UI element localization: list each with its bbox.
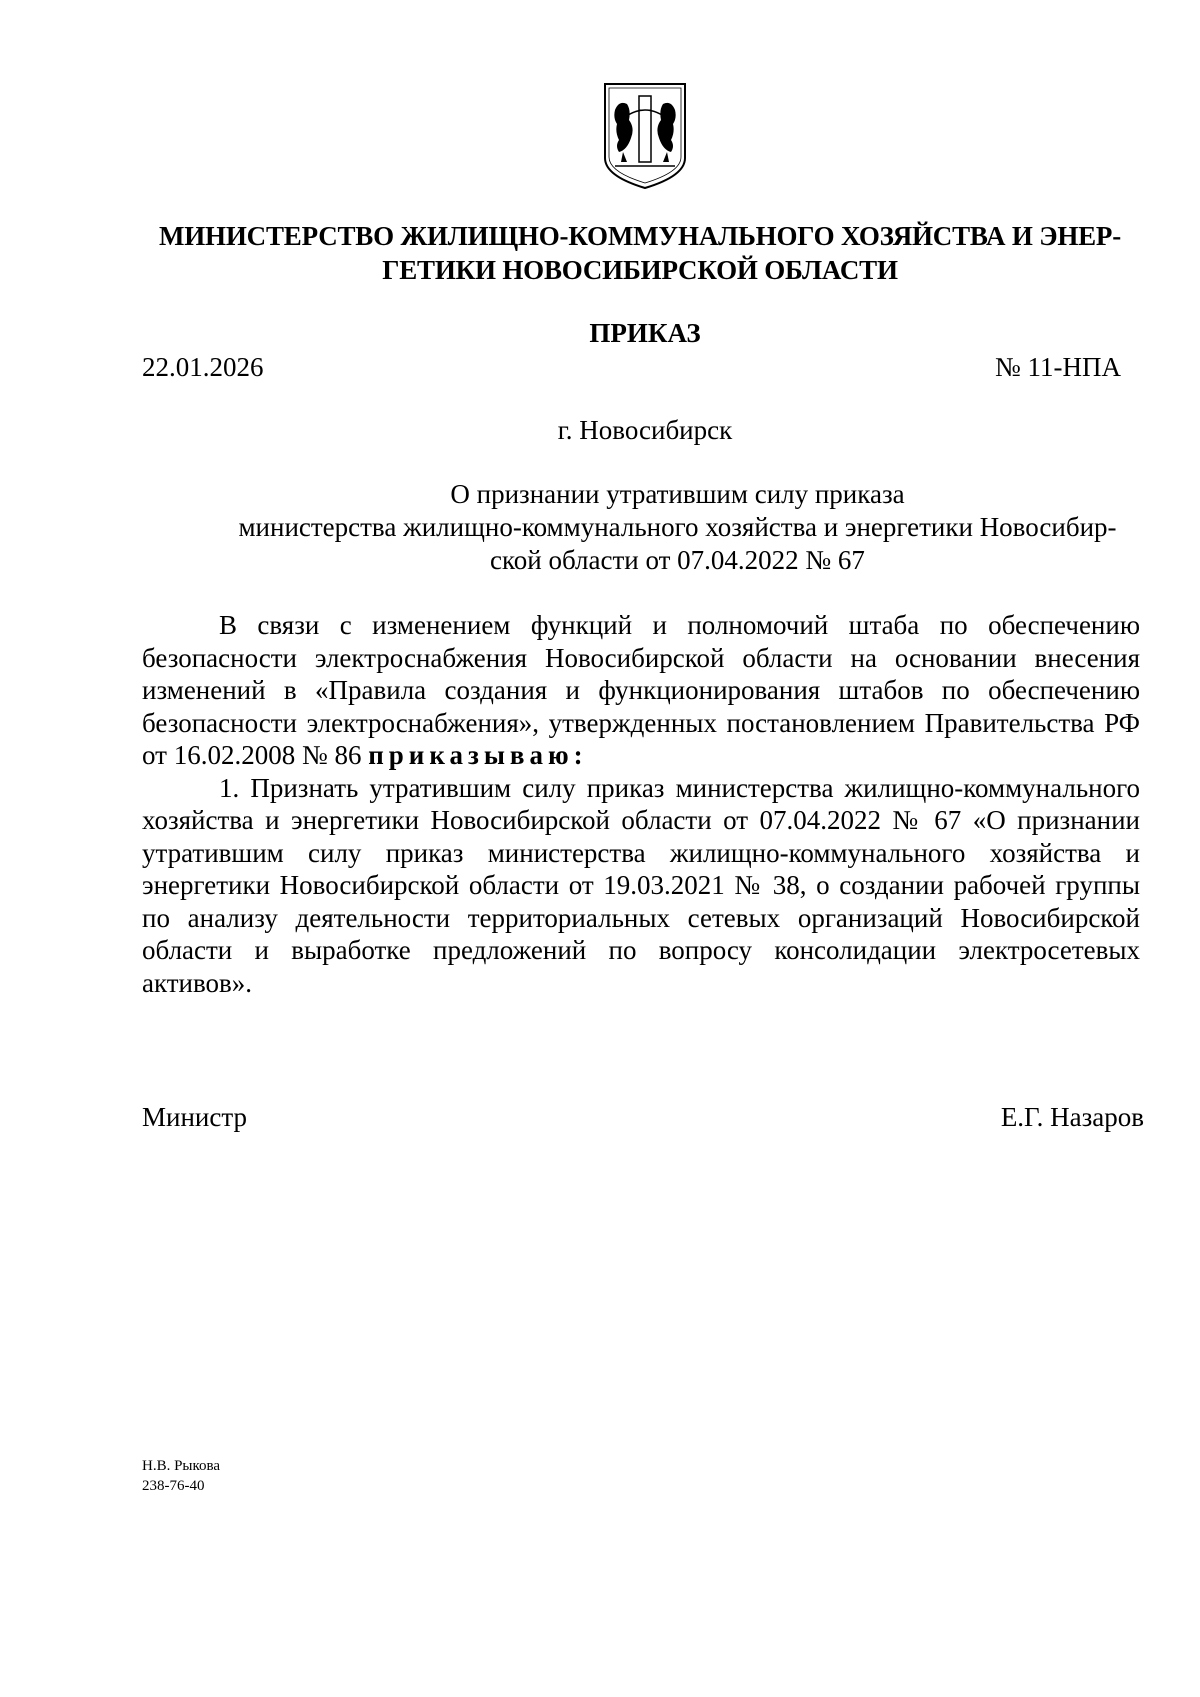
executor-name: Н.В. Рыкова xyxy=(142,1458,221,1474)
ministry-name xyxy=(140,219,1140,287)
order-date: 22.01.2026 xyxy=(142,352,264,382)
subject-line3: ской области от 07.04.2022 № 67 xyxy=(490,545,865,575)
executor-phone: 238-76-40 xyxy=(142,1478,205,1494)
order-city: г. Новосибирск xyxy=(557,415,733,445)
body-item-1: 1. Признать утратившим силу приказ министерства жилищно-коммунального хозяйства и энергетики Новосибирской области от 07.04.2022 № 67 «О признании утратившим силу приказ министерства жилищно-коммунального хозяйства и энергетики Новосибирской области от 19.03.2021 № 38, о создании рабочей группы по анализу деятельности территориальных сетевых организаций Новосибирской области и выработке предложений по вопросу консолидации электросетевых активов». xyxy=(142,772,1140,998)
body-preamble xyxy=(142,609,1140,772)
coat-of-arms-icon xyxy=(601,80,689,192)
preamble-text: В связи с изменением функций и полномочий штаба по обеспечению безопасности электроснабжения Новосибирской области на основании внесения изменений в «Правила создания и функционирования штабов по обеспечению безопасности электроснабжения», утвержденных постановлением Правительства РФ от 16.02.2008 № 86 xyxy=(142,610,1140,770)
ministry-name-line2: ГЕТИКИ НОВОСИБИРСКОЙ ОБЛАСТИ xyxy=(382,255,898,285)
signer-name: Е.Г. Назаров xyxy=(1000,1102,1144,1132)
subject-line2: министерства жилищно-коммунального хозяйства и энергетики Новосибир- xyxy=(238,512,1117,542)
order-verb: приказываю: xyxy=(368,740,588,770)
signer-role: Министр xyxy=(142,1102,247,1132)
ministry-name-line1: МИНИСТЕРСТВО ЖИЛИЩНО-КОММУНАЛЬНОГО ХОЗЯЙСТВА И ЭНЕР- xyxy=(158,221,1122,251)
order-title: ПРИКАЗ xyxy=(589,318,701,348)
executor-info xyxy=(142,1456,220,1496)
subject-line1: О признании утратившим силу приказа xyxy=(450,479,905,509)
order-body xyxy=(142,609,1140,999)
order-subject xyxy=(215,478,1140,577)
order-number: № 11-НПА xyxy=(995,352,1121,382)
